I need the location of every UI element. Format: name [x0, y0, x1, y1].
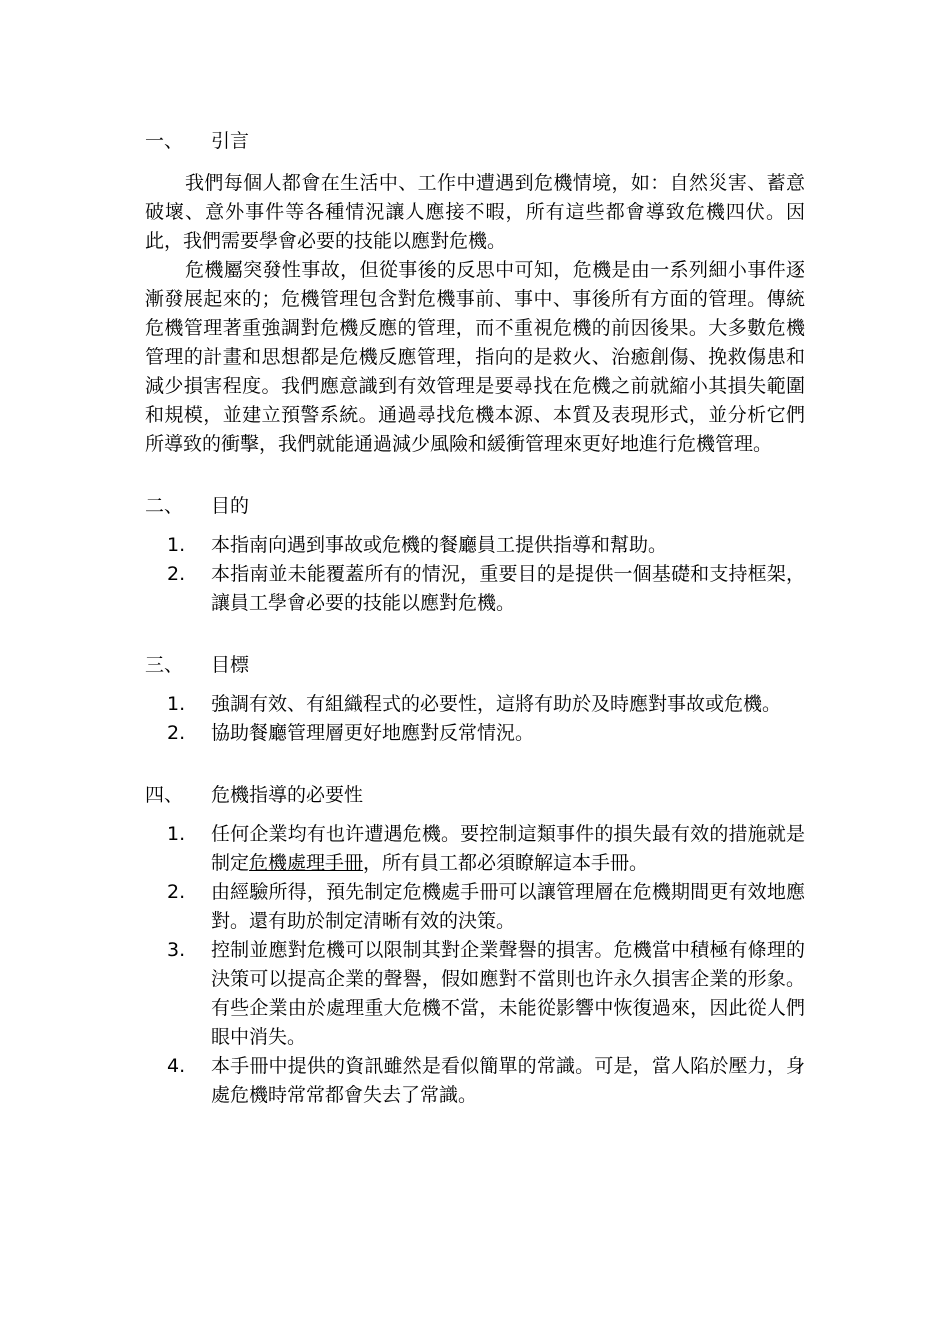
section-number: 二、 [145, 495, 184, 517]
list-item-text: 控制並應對危機可以限制其對企業聲譽的損害。危機當中積極有條理的決策可以提高企業的聲譽，假如應對不當則也许永久損害企業的形象。有些企業由於處理重大危機不當，未能從影響中恢復過來，因此從人們眼中消失。 [211, 939, 805, 1048]
list-item [145, 1052, 805, 1110]
section-heading-necessity [145, 781, 805, 810]
section-heading-objectives [145, 651, 805, 680]
section-number: 四、 [145, 784, 184, 806]
list-item [145, 719, 805, 748]
list-item-number: 2. [167, 563, 186, 585]
section-number: 一、 [145, 130, 184, 152]
section-title: 危機指導的必要性 [211, 784, 364, 806]
list-item-text [211, 820, 805, 878]
section-number: 三、 [145, 654, 184, 676]
list-item-text: 協助餐廳管理層更好地應對反常情況。 [211, 722, 535, 744]
list-item-number: 3. [167, 939, 186, 961]
list-item-text: 本指南並未能覆蓋所有的情況，重要目的是提供一個基礎和支持框架，讓員工學會必要的技能以應對危機。 [211, 563, 805, 614]
list-item-number: 4. [167, 1055, 186, 1077]
list-item [145, 820, 805, 878]
list-item [145, 878, 805, 936]
necessity-list [145, 820, 805, 1110]
section-title: 引言 [211, 130, 250, 152]
intro-paragraph-1: 我們每個人都會在生活中、工作中遭遇到危機情境，如：自然災害、蓄意破壞、意外事件等各種情況讓人應接不暇，所有這些都會導致危機四伏。因此，我們需要學會必要的技能以應對危機。 [145, 172, 805, 252]
list-item-text: 本指南向遇到事故或危機的餐廳員工提供指導和幫助。 [211, 534, 668, 556]
list-item-text-pre: 任何企業均有也许遭遇危機。要控制這類事件的損失最有效的措施就是制定 [211, 823, 805, 874]
list-item-number: 1. [167, 693, 186, 715]
list-item-number: 2. [167, 722, 186, 744]
intro-paragraph-2: 危機屬突發性事故，但從事後的反思中可知，危機是由一系列細小事件逐漸發展起來的；危機管理包含對危機事前、事中、事後所有方面的管理。傳統危機管理著重強調對危機反應的管理，而不重視危機的前因後果。大多數危機管理的計畫和思想都是危機反應管理，指向的是救火、治癒創傷、挽救傷患和減少損害程度。我們應意識到有效管理是要尋找在危機之前就縮小其損失範圍和規模，並建立預警系統。通過尋找危機本源、本質及表現形式，並分析它們所導致的衝擊，我們就能通過減少風險和緩衝管理來更好地進行危機管理。 [145, 259, 805, 455]
section-heading-introduction [145, 127, 805, 156]
list-item [145, 531, 805, 560]
section-heading-purpose [145, 492, 805, 521]
section-title: 目的 [211, 495, 250, 517]
crisis-manual-underlined: 危機處理手冊 [249, 852, 364, 874]
list-item-text-post: ，所有員工都必須瞭解這本手冊。 [363, 852, 649, 874]
section-title: 目標 [211, 654, 250, 676]
list-item-text: 強調有效、有組織程式的必要性，這將有助於及時應對事故或危機。 [211, 693, 782, 715]
document-page [145, 127, 805, 1110]
list-item-text: 由經驗所得，預先制定危機處手冊可以讓管理層在危機期間更有效地應對。還有助於制定清晰有效的決策。 [211, 881, 805, 932]
list-item-number: 1. [167, 823, 186, 845]
list-item [145, 936, 805, 1052]
list-item [145, 690, 805, 719]
list-item-number: 2. [167, 881, 186, 903]
list-item-number: 1. [167, 534, 186, 556]
purpose-list [145, 531, 805, 618]
list-item [145, 560, 805, 618]
list-item-text: 本手冊中提供的資訊雖然是看似簡單的常識。可是，當人陷於壓力，身處危機時常常都會失去了常識。 [211, 1055, 805, 1106]
objectives-list [145, 690, 805, 748]
